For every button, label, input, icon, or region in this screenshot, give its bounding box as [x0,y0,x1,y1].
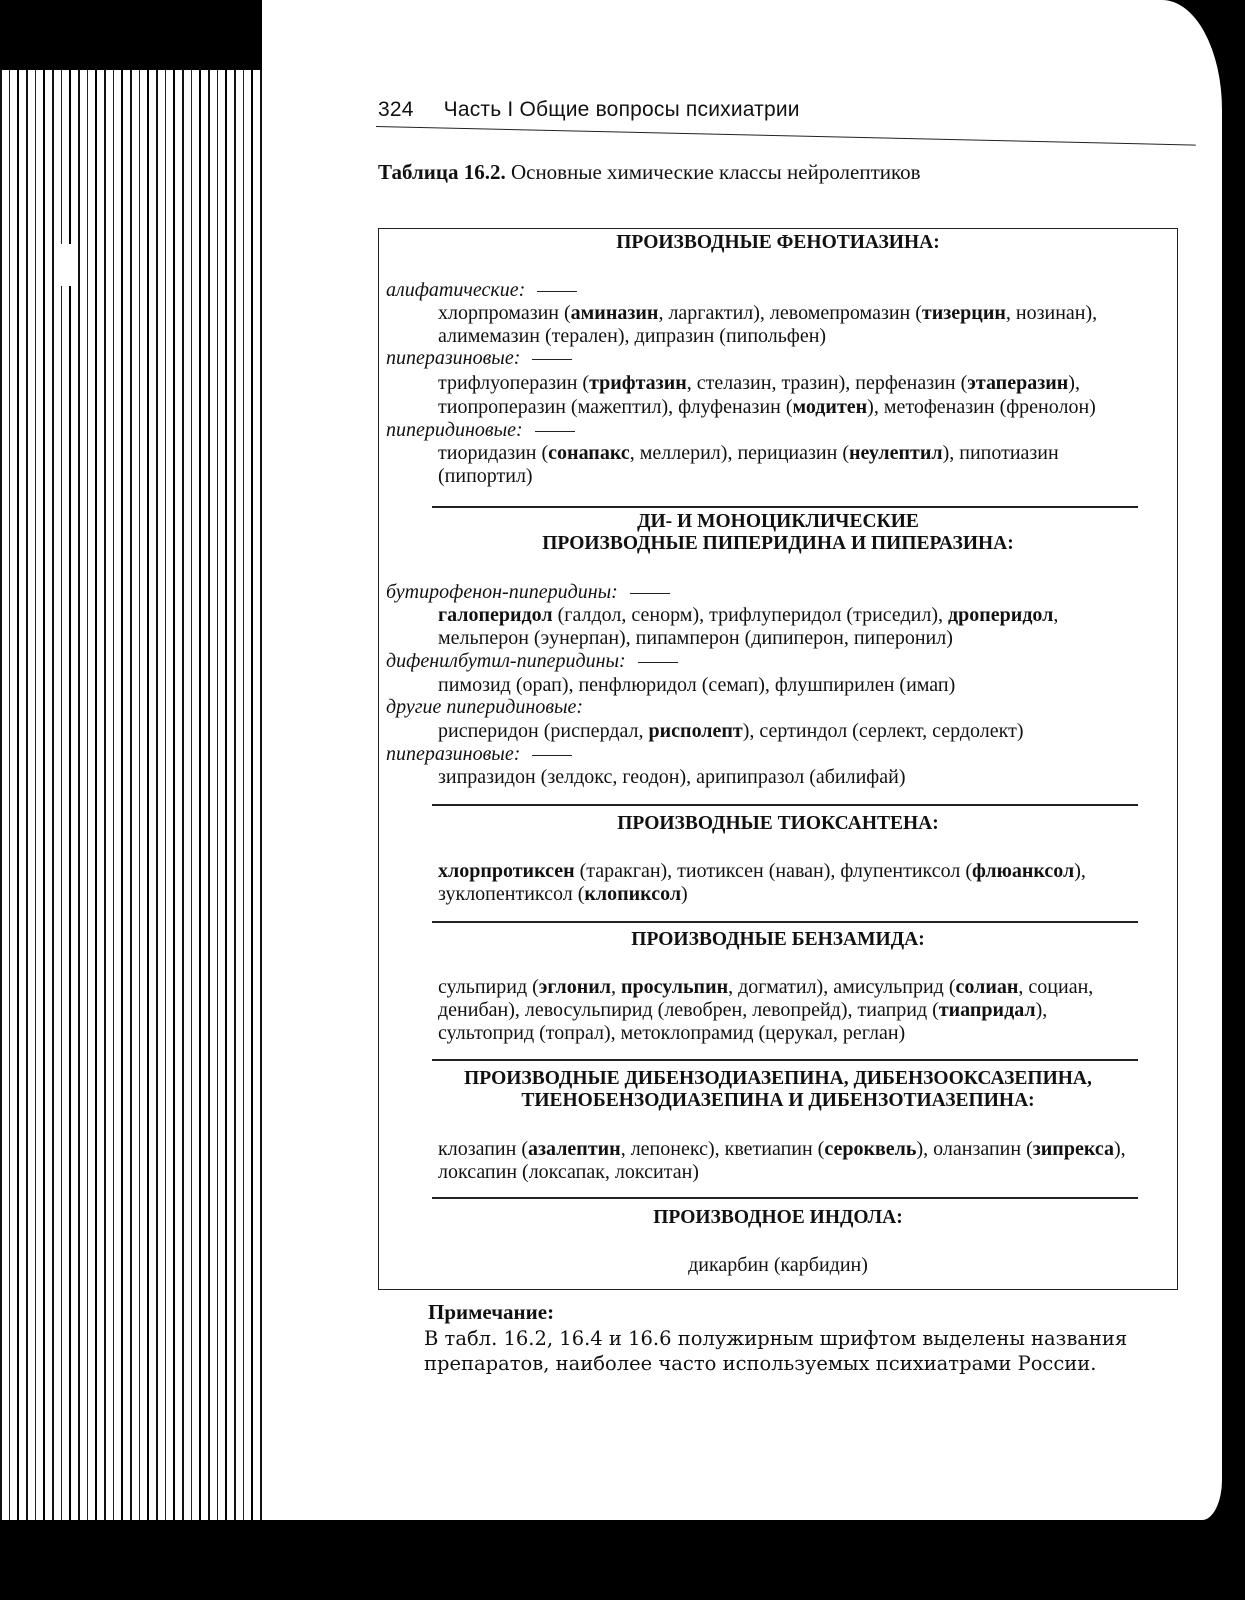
page-number: 324 [378,98,414,121]
drug-line: тиоридазин (сонапакс, меллерил), перициазин (неулептил), пипотиазин [438,442,1059,464]
caption-text: Основные химические классы нейролептиков [510,160,921,184]
section-title-indole: ПРОИЗВОДНОЕ ИНДОЛА: [653,1207,903,1228]
category-label: пиперазиновые: [386,743,572,766]
drug-line: зипразидон (зелдокс, геодон), арипипразол (абилифай) [438,766,906,788]
category-label: бутирофенон-пиперидины: [386,581,670,604]
section-title-dibenzodiazepine: ПРОИЗВОДНЫЕ ДИБЕНЗОДИАЗЕПИНА, ДИБЕНЗООКСАЗЕПИНА, ТИЕНОБЕНЗОДИАЗЕПИНА И ДИБЕНЗОТИАЗЕПИНА: [464,1068,1092,1111]
section-divider [432,921,1138,923]
drug-line: дикарбин (карбидин) [688,1254,868,1276]
scan-shadow [0,0,275,70]
running-head [378,98,800,122]
category-label: пиперазиновые: [386,347,572,370]
drug-line: зуклопентиксол (клопиксол) [438,883,688,905]
drug-line: денибан), левосульпирид (левобрен, левопрейд), тиаприд (тиапридал), [438,999,1048,1021]
drug-line: рисперидон (риспердал, рисполепт), сертиндол (серлект, сердолект) [438,720,1024,742]
drug-line: тиопроперазин (мажептил), флуфеназин (модитен), метофеназин (френолон) [438,396,1096,418]
drug-line: сультоприд (топрал), метоклопрамид (церукал, реглан) [438,1022,906,1044]
section-title-piperidine: ДИ- И МОНОЦИКЛИЧЕСКИЕ ПРОИЗВОДНЫЕ ПИПЕРИДИНА И ПИПЕРАЗИНА: [542,511,1014,554]
book-page-edges [0,0,275,1520]
section-divider [432,1059,1138,1061]
category-label: другие пиперидиновые: [386,696,584,718]
section-title-thioxanthene: ПРОИЗВОДНЫЕ ТИОКСАНТЕНА: [617,813,939,834]
section-divider [432,1197,1138,1199]
table-caption [378,160,921,185]
drug-line: хлорпромазин (аминазин, ларгактил), левомепромазин (тизерцин, нозинан), [438,302,1098,324]
category-label: алифатические: [386,279,577,302]
section-title-phenothiazine: ПРОИЗВОДНЫЕ ФЕНОТИАЗИНА: [616,232,940,253]
category-label: дифенилбутил-пиперидины: [386,650,678,673]
note-title: Примечание: [428,1300,555,1324]
section-divider [432,506,1138,508]
drug-line: алимемазин (терален), дипразин (пипольфен) [438,325,827,347]
drug-line: галоперидол (галдол, сенорм), трифлуперидол (триседил), дроперидол, [438,604,1059,626]
drug-line: хлорпротиксен (таракган), тиотиксен (наван), флупентиксол (флюанксол), [438,860,1086,882]
drug-line: мельперон (эунерпан), пипамперон (дипиперон, пиперонил) [438,627,953,649]
running-title: Часть I Общие вопросы психиатрии [443,98,800,121]
drug-line: (пипортил) [438,465,533,487]
drug-line: пимозид (орап), пенфлюридол (семап), флушпирилен (имап) [438,674,956,696]
scan-shadow-bottom [0,1520,1245,1600]
category-label: пиперидиновые: [386,419,575,442]
scan-artifact [60,244,76,286]
note-text: В табл. 16.2, 16.4 и 16.6 полужирным шрифтом выделены названия [424,1327,1128,1350]
drug-line: сульпирид (эглонил, просульпин, догматил), амисульприд (солиан, социан, [438,976,1094,998]
drug-line: локсапин (локсапак, локситан) [438,1161,699,1183]
section-title-benzamide: ПРОИЗВОДНЫЕ БЕНЗАМИДА: [631,929,925,950]
section-divider [432,804,1138,806]
drug-line: клозапин (азалептин, лепонекс), кветиапин (сероквель), оланзапин (зипрекса), [438,1138,1126,1160]
caption-label: Таблица 16.2. [378,160,506,184]
drug-line: трифлуоперазин (трифтазин, стелазин, тразин), перфеназин (этаперазин), [438,372,1080,394]
note-text: препаратов, наиболее часто используемых психиатрами России. [424,1352,1097,1375]
